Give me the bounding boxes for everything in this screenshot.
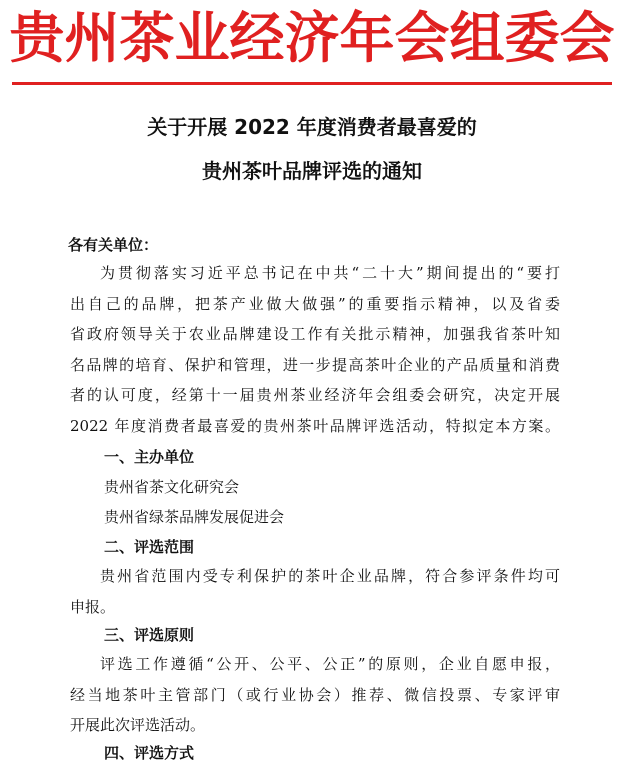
intro-line: 省政府领导关于农业品牌建设工作有关批示精神，加强我省茶叶知 [70,325,560,343]
intro-line: 为贯彻落实习近平总书记在中共“二十大”期间提出的“要打 [100,264,560,282]
intro-line: 出自己的品牌，把茶产业做大做强”的重要指示精神，以及省委 [70,294,560,313]
scope-line: 贵州省范围内受专利保护的茶叶企业品牌，符合参评条件均可 [100,567,560,585]
document-title-line-1: 关于开展 2022 年度消费者最喜爱的 [147,115,477,139]
scope-paragraph [70,561,560,622]
organization-name: 贵州茶业经济年会组委会 [9,5,615,70]
section-heading-scope: 二、评选范围 [104,538,195,556]
sponsor-item: 贵州省绿茶品牌发展促进会 [104,508,285,526]
principles-paragraph [70,649,560,741]
letterhead [0,0,624,92]
principles-line: 评选工作遵循“公开、公平、公正”的原则，企业自愿申报， [100,655,560,673]
intro-line: 2022 年度消费者最喜爱的贵州茶叶品牌评选活动，特拟定本方案。 [70,416,560,435]
sponsor-item: 贵州省茶文化研究会 [104,478,240,496]
principles-line: 经当地茶叶主管部门（或行业协会）推荐、微信投票、专家评审 [70,685,560,704]
scope-line: 申报。 [70,597,116,616]
red-divider-line [12,82,612,85]
section-heading-sponsor: 一、主办单位 [104,448,195,466]
section-heading-method: 四、评选方式 [104,744,195,762]
intro-line: 者的认可度，经第十一届贵州茶业经济年会组委会研究，决定开展 [70,386,560,404]
section-heading-principles: 三、评选原则 [104,626,195,644]
intro-paragraph [70,258,560,441]
intro-line: 名品牌的培育、保护和管理，进一步提高茶叶企业的产品质量和消费 [70,355,560,374]
document-title-line-2: 贵州茶叶品牌评选的通知 [202,159,422,183]
principles-line: 开展此次评选活动。 [70,716,206,734]
salutation: 各有关单位： [68,236,159,254]
